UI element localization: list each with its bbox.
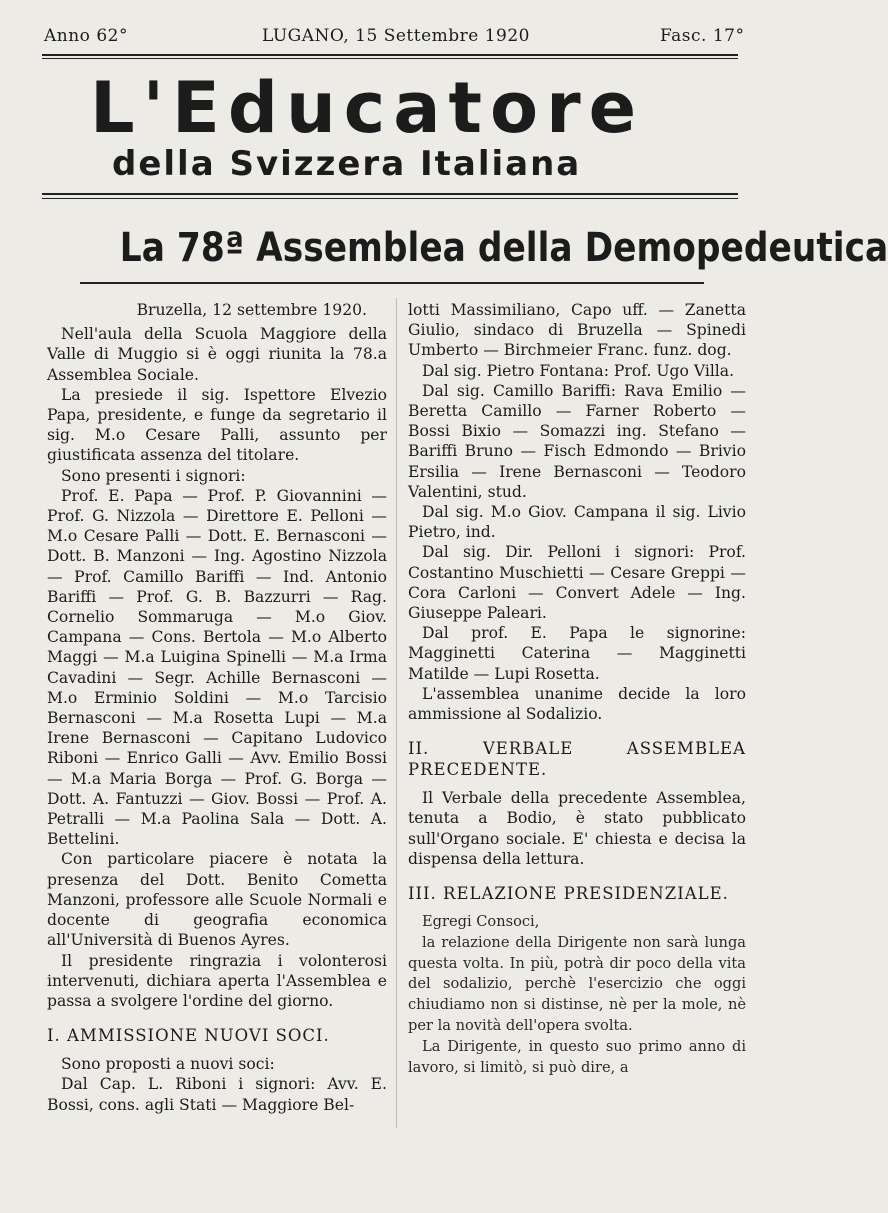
issue-year: Anno 62° (44, 26, 128, 46)
issue-number: Fasc. 17° (660, 26, 745, 46)
column-divider (396, 298, 397, 1128)
paragraph: La presiede il sig. Ispettore Elvezio Papa, presidente, e funge da segretario il sig. M.o Cesare Palli, assunto per giustificata assenza del titolare. (47, 385, 387, 465)
masthead-title: L'Educatore (90, 67, 645, 149)
paragraph: Dal prof. E. Papa le signorine: Magginetti Caterina — Magginetti Matilde — Lupi Rosetta. (408, 624, 746, 683)
header-rule-bottom (42, 58, 738, 59)
paragraph: Dal sig. Pietro Fontana: Prof. Ugo Villa. (422, 361, 735, 380)
paragraph: Sono proposti a nuovi soci: (61, 1055, 275, 1074)
article-dateline: Bruzella, 12 settembre 1920. (136, 301, 367, 319)
section-heading: III. RELAZIONE PRESIDENZIALE. (408, 884, 729, 904)
paragraph: Egregi Consoci, (422, 913, 540, 931)
paragraph: Sono presenti i signori: (61, 466, 246, 485)
article-right-column (408, 300, 746, 1078)
issue-dateline: LUGANO, 15 Settembre 1920 (262, 26, 530, 46)
section-heading: I. AMMISSIONE NUOVI SOCI. (47, 1026, 330, 1046)
masthead-rule-bottom (42, 198, 738, 199)
title-underline (80, 282, 704, 284)
section-heading: II. VERBALE ASSEMBLEA PRECEDENTE. (408, 739, 746, 780)
paragraph: Prof. E. Papa — Prof. P. Giovannini — Prof. G. Nizzola — Direttore E. Pelloni — M.o Cesare Palli — Dott. E. Bernasconi — Dott. B. Manzoni — Ing. Agostino Nizzola — Prof. Camillo Bariffi — Ind. Antonio Bariffi — Prof. G. B. Bazzurri — Rag. Cornelio Sommaruga — M.o Giov. Campana — Cons. Bertola — M.o Alberto Maggi — M.a Luigina Spinelli — M.a Irma Cavadini — Segr. Achille Bernasconi — M.o Erminio Soldini — M.o Tarcisio Bernasconi — M.a Rosetta Lupi — M.a Irene Bernasconi — Capitano Ludovico Riboni — Enrico Galli — Avv. Emilio Bossi — M.a Maria Borga — Prof. G. Borga — Dott. A. Fantuzzi — Giov. Bossi — Prof. A. Petralli — M.a Paolina Sala — Dott. A. Bettelini. (47, 486, 387, 849)
paragraph: La Dirigente, in questo suo primo anno di lavoro, si limitò, si può dire, a (408, 1037, 746, 1076)
header-rule-top (42, 54, 738, 56)
paragraph: Dal sig. Camillo Bariffi: Rava Emilio — Beretta Camillo — Farner Roberto — Bossi Bixio — Somazzi ing. Stefano — Bariffi Bruno — Fisch Edmondo — Brivio Ersilia — Irene Bernasconi — Teodoro Valentini, stud. (408, 381, 746, 501)
paragraph: Il presidente ringrazia i volonterosi intervenuti, dichiara aperta l'Assemblea e passa a svolgere l'ordine del giorno. (47, 951, 387, 1010)
masthead-subtitle: della Svizzera Italiana (112, 144, 582, 184)
paragraph: Con particolare piacere è notata la presenza del Dott. Benito Cometta Manzoni, professore alle Scuole Normali e docente di geografia economica all'Università di Buenos Ayres. (47, 850, 387, 950)
paragraph: Dal sig. M.o Giov. Campana il sig. Livio Pietro, ind. (408, 503, 746, 542)
paragraph: la relazione della Dirigente non sarà lunga questa volta. In più, potrà dir poco della vita del sodalizio, perchè l'esercizio che oggi chiudiamo non si distinse, nè per la mole, nè per la novità dell'opera svolta. (408, 933, 746, 1035)
paragraph: Dal sig. Dir. Pelloni i signori: Prof. Costantino Muschietti — Cesare Greppi — Cora Carloni — Convert Adele — Ing. Giuseppe Paleari. (408, 543, 746, 623)
masthead-rule-top (42, 193, 738, 195)
article-left-column (47, 300, 387, 1115)
paragraph: L'assemblea unanime decide la loro ammissione al Sodalizio. (408, 684, 746, 724)
article-title: La 78ª Assemblea della Demopedeutica (119, 225, 888, 271)
paragraph: lotti Massimiliano, Capo uff. — Zanetta Giulio, sindaco di Bruzella — Spinedi Umberto — Birchmeier Franc. funz. dog. (408, 301, 746, 360)
paragraph: Dal Cap. L. Riboni i signori: Avv. E. Bossi, cons. agli Stati — Maggiore Bel- (47, 1075, 387, 1114)
paragraph: Nell'aula della Scuola Maggiore della Valle di Muggio si è oggi riunita la 78.a Assemblea Sociale. (47, 325, 387, 384)
paragraph: Il Verbale della precedente Assemblea, tenuta a Bodio, è stato pubblicato sull'Organo sociale. E' chiesta e decisa la dispensa della lettura. (408, 789, 746, 868)
